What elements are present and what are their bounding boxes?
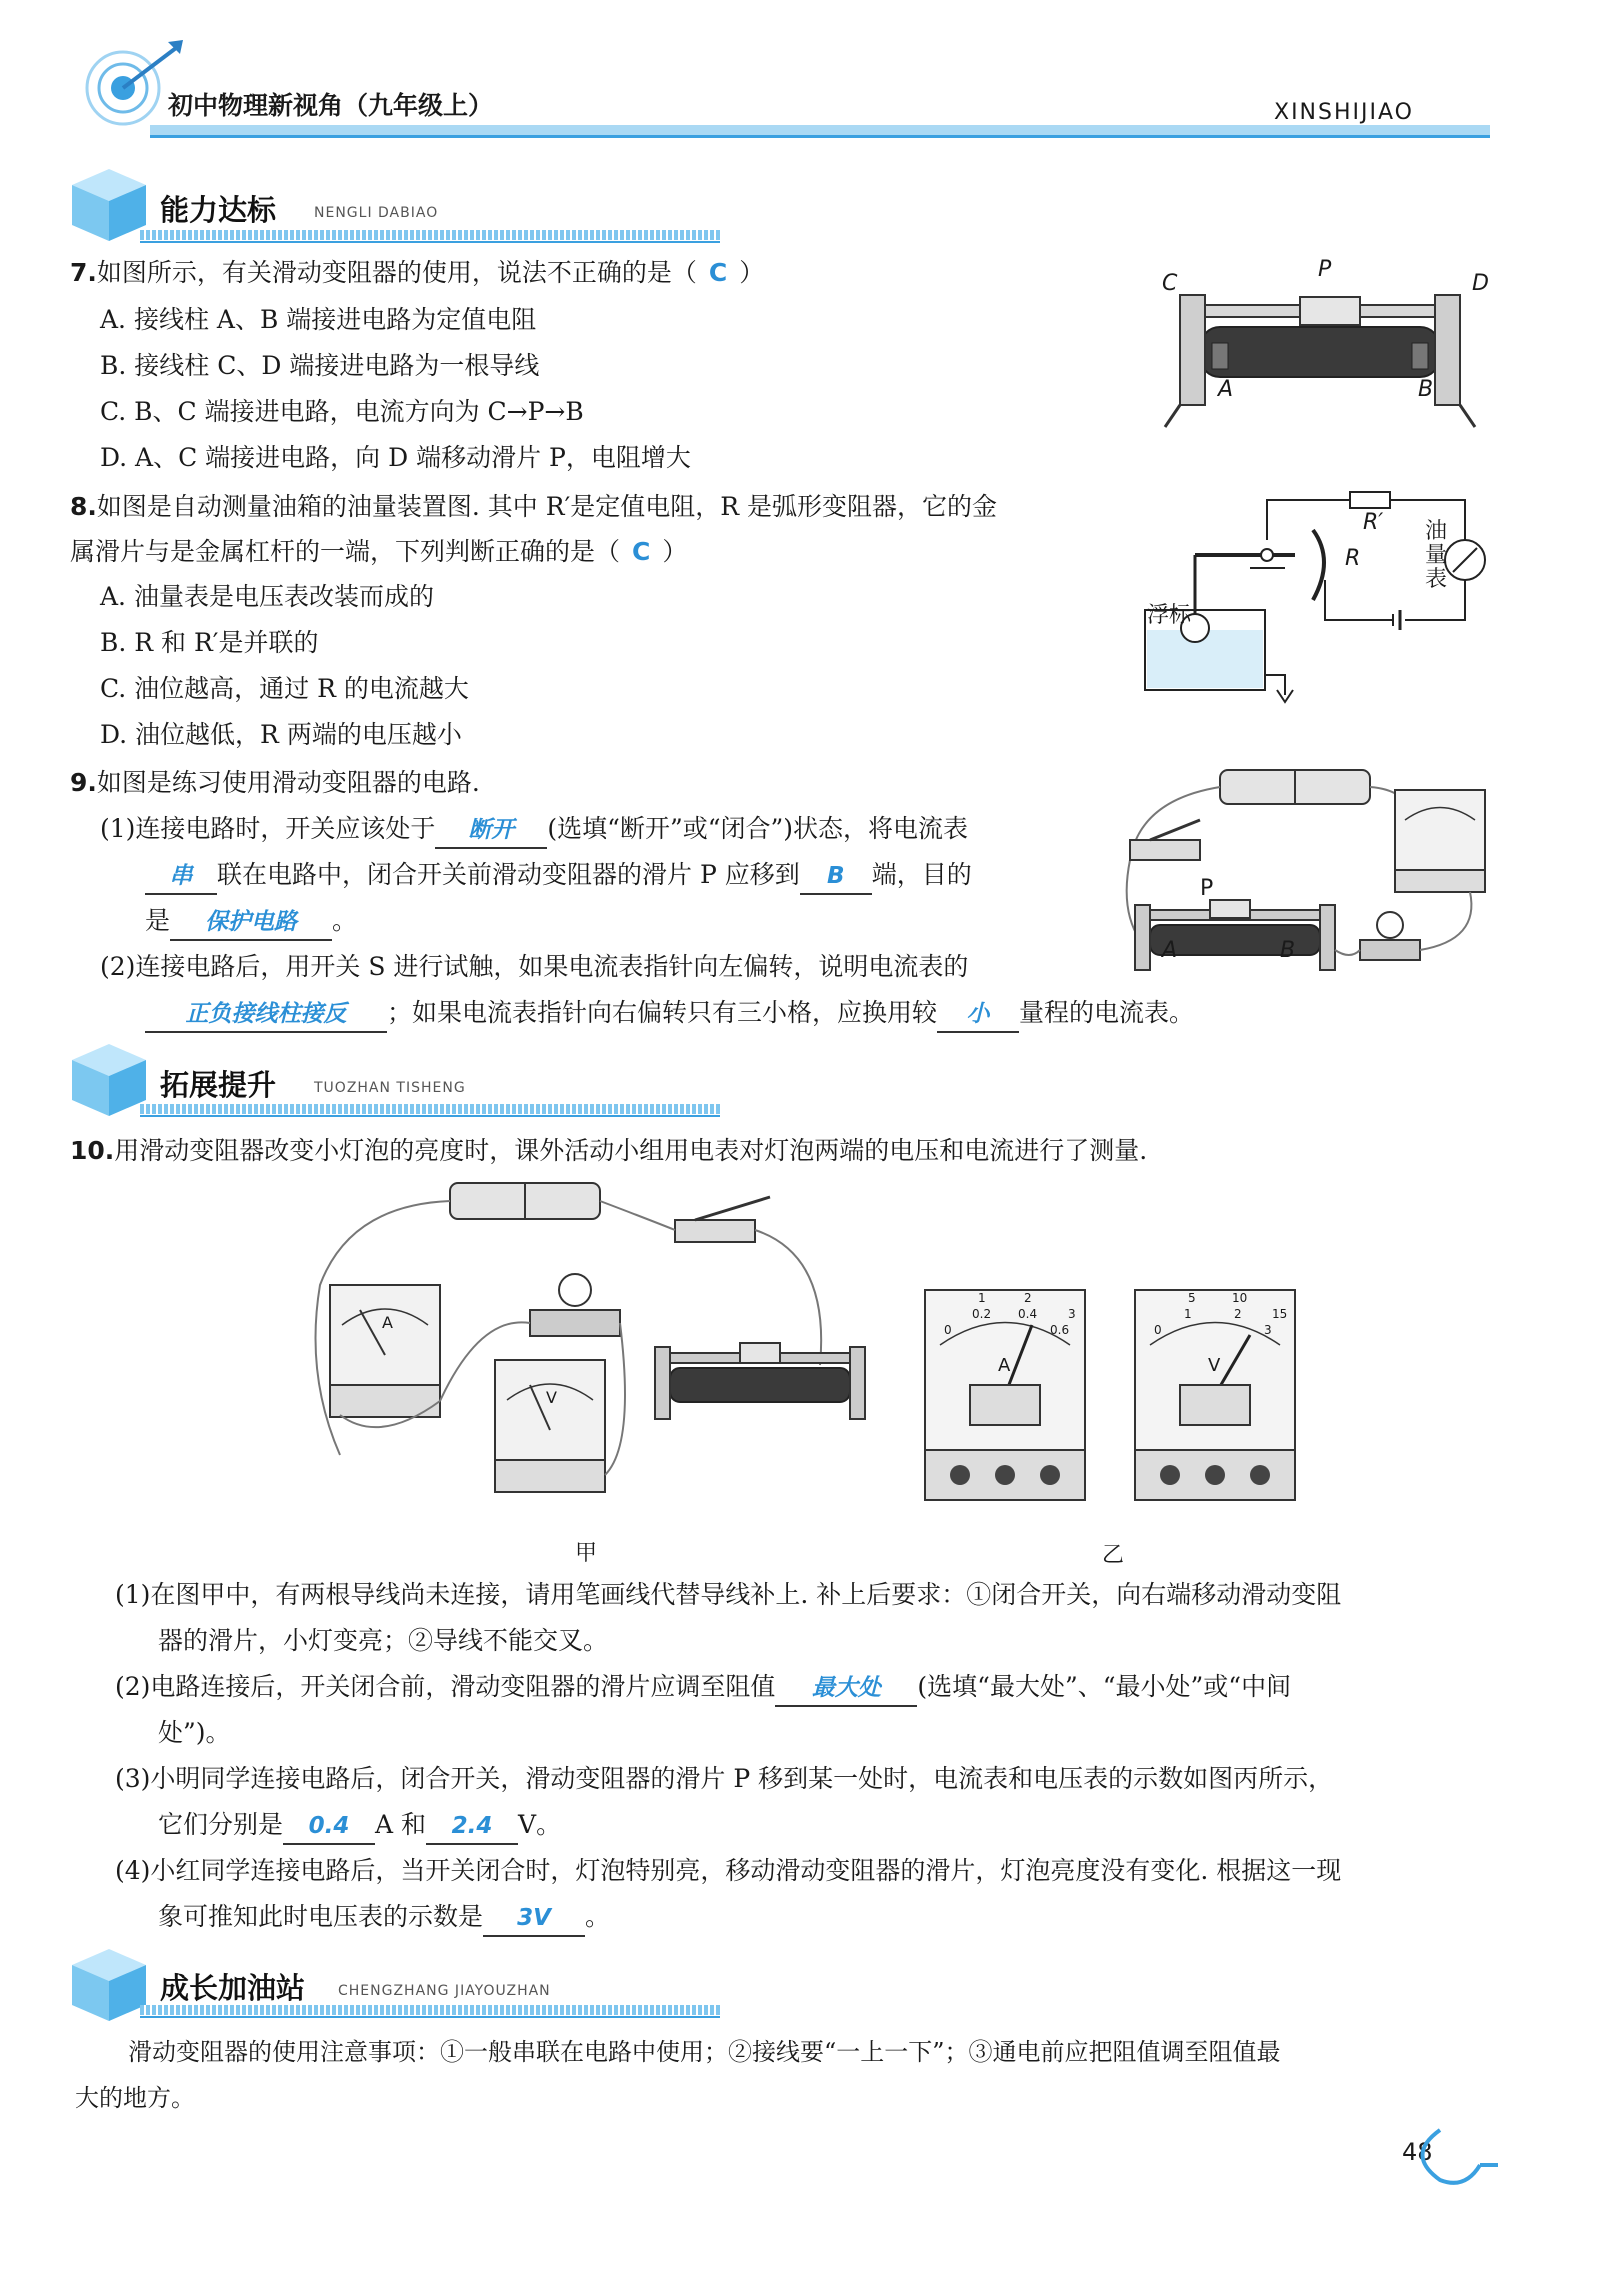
q10-yi-a-top-2: 2 xyxy=(1024,1291,1032,1305)
q10-yi-a-tick-0: 0 xyxy=(944,1323,952,1337)
q10-yi-a-tick-1: 0.2 xyxy=(972,1307,992,1321)
header-title: 初中物理新视角（九年级上） xyxy=(168,91,494,120)
q9-answer-1: 断开 xyxy=(435,813,547,849)
q7-fig-label-c: C xyxy=(1162,271,1178,296)
section-pinyin-chengzhang: CHENGZHANG JIAYOUZHAN xyxy=(338,1983,551,1999)
header-rule-line xyxy=(150,135,1490,138)
q10-part1-line1: (1)在图甲中，有两根导线尚未连接，请用笔画线代替导线补上. 补上后要求：①闭合开关，向右端移动滑动变阻 xyxy=(115,1580,1342,1609)
q8-answer: C xyxy=(632,537,651,566)
q7-option-c: C. B、C 端接进电路，电流方向为 C→P→B xyxy=(100,397,584,426)
page-number: 48 xyxy=(1402,2138,1433,2166)
section-line xyxy=(140,241,720,243)
q10-part2-line1: (2)电路连接后，开关闭合前，滑动变阻器的滑片应调至阻值 最大处 (选填“最大处”、“最小处”或“中间 xyxy=(115,1670,1291,1707)
q9-answer-4: 保护电路 xyxy=(170,905,332,941)
q10-part2-line2: 处”)。 xyxy=(158,1718,231,1747)
section-cube-icon xyxy=(68,165,150,249)
q10-caption-jia: 甲 xyxy=(575,1541,598,1566)
q9-part1-line3: 是 保护电路 。 xyxy=(145,904,357,941)
tip-line1: 滑动变阻器的使用注意事项：①一般串联在电路中使用；②接线要“一上一下”；③通电前应把阻值调至阻值最 xyxy=(128,2038,1281,2066)
q7-fig-label-b: B xyxy=(1418,377,1434,402)
q9-stem: 9.如图是练习使用滑动变阻器的电路. xyxy=(70,768,480,797)
q7-option-a: A. 接线柱 A、B 端接进电路为定值电阻 xyxy=(100,305,537,334)
q10-yi-ammeter-label: A xyxy=(998,1355,1011,1376)
q8-oil-gauge-figure xyxy=(1135,480,1505,720)
q10-yi-voltmeter-label: V xyxy=(1208,1355,1221,1376)
q9-answer-6: 小 xyxy=(937,997,1019,1033)
q9-part2-line1: (2)连接电路后，用开关 S 进行试触，如果电流表指针向左偏转，说明电流表的 xyxy=(100,952,969,981)
section-cube-icon xyxy=(68,1040,150,1124)
q10-stem: 10.用滑动变阻器改变小灯泡的亮度时，课外活动小组用电表对灯泡两端的电压和电流进行了测量. xyxy=(70,1136,1148,1165)
section-title-chengzhang: 成长加油站 xyxy=(160,1971,306,2005)
q10-yi-a-top-1: 1 xyxy=(978,1291,986,1305)
q10-yi-v-top-10: 10 xyxy=(1232,1291,1248,1305)
q7-answer: C xyxy=(708,258,728,287)
q10-part3-line1: (3)小明同学连接电路后，闭合开关，滑动变阻器的滑片 P 移到某一处时，电流表和电压表的示数如图丙所示， xyxy=(115,1764,1334,1793)
q7-option-b: B. 接线柱 C、D 端接进电路为一根导线 xyxy=(100,351,540,380)
q10-jia-voltmeter-label: V xyxy=(546,1388,557,1407)
tip-line2: 大的地方。 xyxy=(75,2084,195,2112)
section-pinyin-nengli: NENGLI DABIAO xyxy=(314,205,439,221)
section-bar xyxy=(140,1104,720,1114)
section-cube-icon xyxy=(68,1945,150,2029)
q8-stem-line1: 8.如图是自动测量油箱的油量装置图. 其中 R′是定值电阻，R 是弧形变阻器，它的金 xyxy=(70,492,998,521)
section-title-tuozhan: 拓展提升 xyxy=(160,1068,277,1102)
q7-rheostat-figure xyxy=(1150,255,1500,430)
section-line xyxy=(140,2016,720,2018)
q8-fig-label-r: R xyxy=(1345,546,1361,571)
q10-yi-v-tick-2: 2 xyxy=(1234,1307,1242,1321)
q9-answer-5: 正负接线柱接反 xyxy=(145,997,387,1033)
q7-fig-label-a: A xyxy=(1218,377,1234,402)
q10-part1-line2: 器的滑片，小灯变亮；②导线不能交叉。 xyxy=(158,1626,609,1655)
q9-fig-label-b: B xyxy=(1280,938,1296,963)
q8-option-c: C. 油位越高，通过 R 的电流越大 xyxy=(100,674,469,703)
q8-option-b: B. R 和 R′是并联的 xyxy=(100,628,319,657)
q8-fig-label-meter: 油量表 xyxy=(1425,519,1448,592)
q10-yi-v-tick-1: 1 xyxy=(1184,1307,1192,1321)
q8-fig-label-float: 浮标 xyxy=(1147,603,1192,628)
q10-answer-1: 最大处 xyxy=(775,1671,917,1707)
q10-answer-2: 0.4 xyxy=(283,1809,375,1845)
q9-part2-line2: 正负接线柱接反 ；如果电流表指针向右偏转只有三小格，应换用较 小 量程的电流表。 xyxy=(145,996,1194,1033)
q10-answer-3: 2.4 xyxy=(426,1809,518,1845)
q9-part1-line1: (1)连接电路时，开关应该处于 断开 (选填“断开”或“闭合”)状态，将电流表 xyxy=(100,812,968,849)
q9-fig-label-p: P xyxy=(1200,876,1214,901)
q10-part3-line2: 它们分别是 0.4 A 和 2.4 V。 xyxy=(158,1808,561,1845)
q9-answer-3: B xyxy=(800,859,872,895)
q7-fig-label-d: D xyxy=(1472,271,1489,296)
q10-figure-yi xyxy=(920,1285,1300,1505)
q7-option-d: D. A、C 端接进电路，向 D 端移动滑片 P，电阻增大 xyxy=(100,443,691,472)
q8-option-a: A. 油量表是电压表改装而成的 xyxy=(100,582,434,611)
section-pinyin-tuozhan: TUOZHAN TISHENG xyxy=(314,1080,466,1096)
q10-part4-line2: 象可推知此时电压表的示数是 3V 。 xyxy=(158,1900,610,1937)
q9-circuit-figure xyxy=(1110,760,1500,980)
q7-fig-label-p: P xyxy=(1318,257,1332,282)
q10-answer-4: 3V xyxy=(483,1901,585,1937)
q8-stem-line2: 属滑片与是金属杠杆的一端，下列判断正确的是（ C ） xyxy=(70,537,688,566)
section-bar xyxy=(140,2005,720,2015)
q8-fig-label-rprime: R′ xyxy=(1363,510,1384,535)
q10-yi-v-tick-0: 0 xyxy=(1154,1323,1162,1337)
page-corner-arrow-icon xyxy=(1410,2120,1500,2194)
q8-option-d: D. 油位越低，R 两端的电压越小 xyxy=(100,720,462,749)
q10-figure-jia xyxy=(300,1175,880,1530)
q10-yi-a-tick-2: 0.4 xyxy=(1018,1307,1038,1321)
section-bar xyxy=(140,230,720,240)
q10-yi-a-tick-3: 0.6 xyxy=(1050,1323,1070,1337)
section-line xyxy=(140,1115,720,1117)
section-title-nengli: 能力达标 xyxy=(160,193,277,227)
q9-answer-2: 串 xyxy=(145,859,217,895)
q9-part1-line2: 串 联在电路中，闭合开关前滑动变阻器的滑片 P 应移到 B 端，目的 xyxy=(145,858,972,895)
q7-stem: 7.如图所示，有关滑动变阻器的使用，说法不正确的是（ C ） xyxy=(70,258,765,287)
q10-jia-ammeter-label: A xyxy=(382,1313,393,1332)
q10-yi-v-top-5: 5 xyxy=(1188,1291,1196,1305)
q9-fig-label-a: A xyxy=(1162,938,1178,963)
q10-part4-line1: (4)小红同学连接电路后，当开关闭合时，灯泡特别亮，移动滑动变阻器的滑片，灯泡亮度没有变化. 根据这一现 xyxy=(115,1856,1342,1885)
header-rule xyxy=(150,125,1490,135)
header-right-text: XINSHIJIAO xyxy=(1274,100,1414,125)
q10-caption-yi: 乙 xyxy=(1102,1543,1125,1568)
q10-yi-v-tick-3: 3 xyxy=(1264,1323,1272,1337)
q10-yi-v-top-15: 15 xyxy=(1272,1307,1288,1321)
q10-yi-a-top-3: 3 xyxy=(1068,1307,1076,1321)
